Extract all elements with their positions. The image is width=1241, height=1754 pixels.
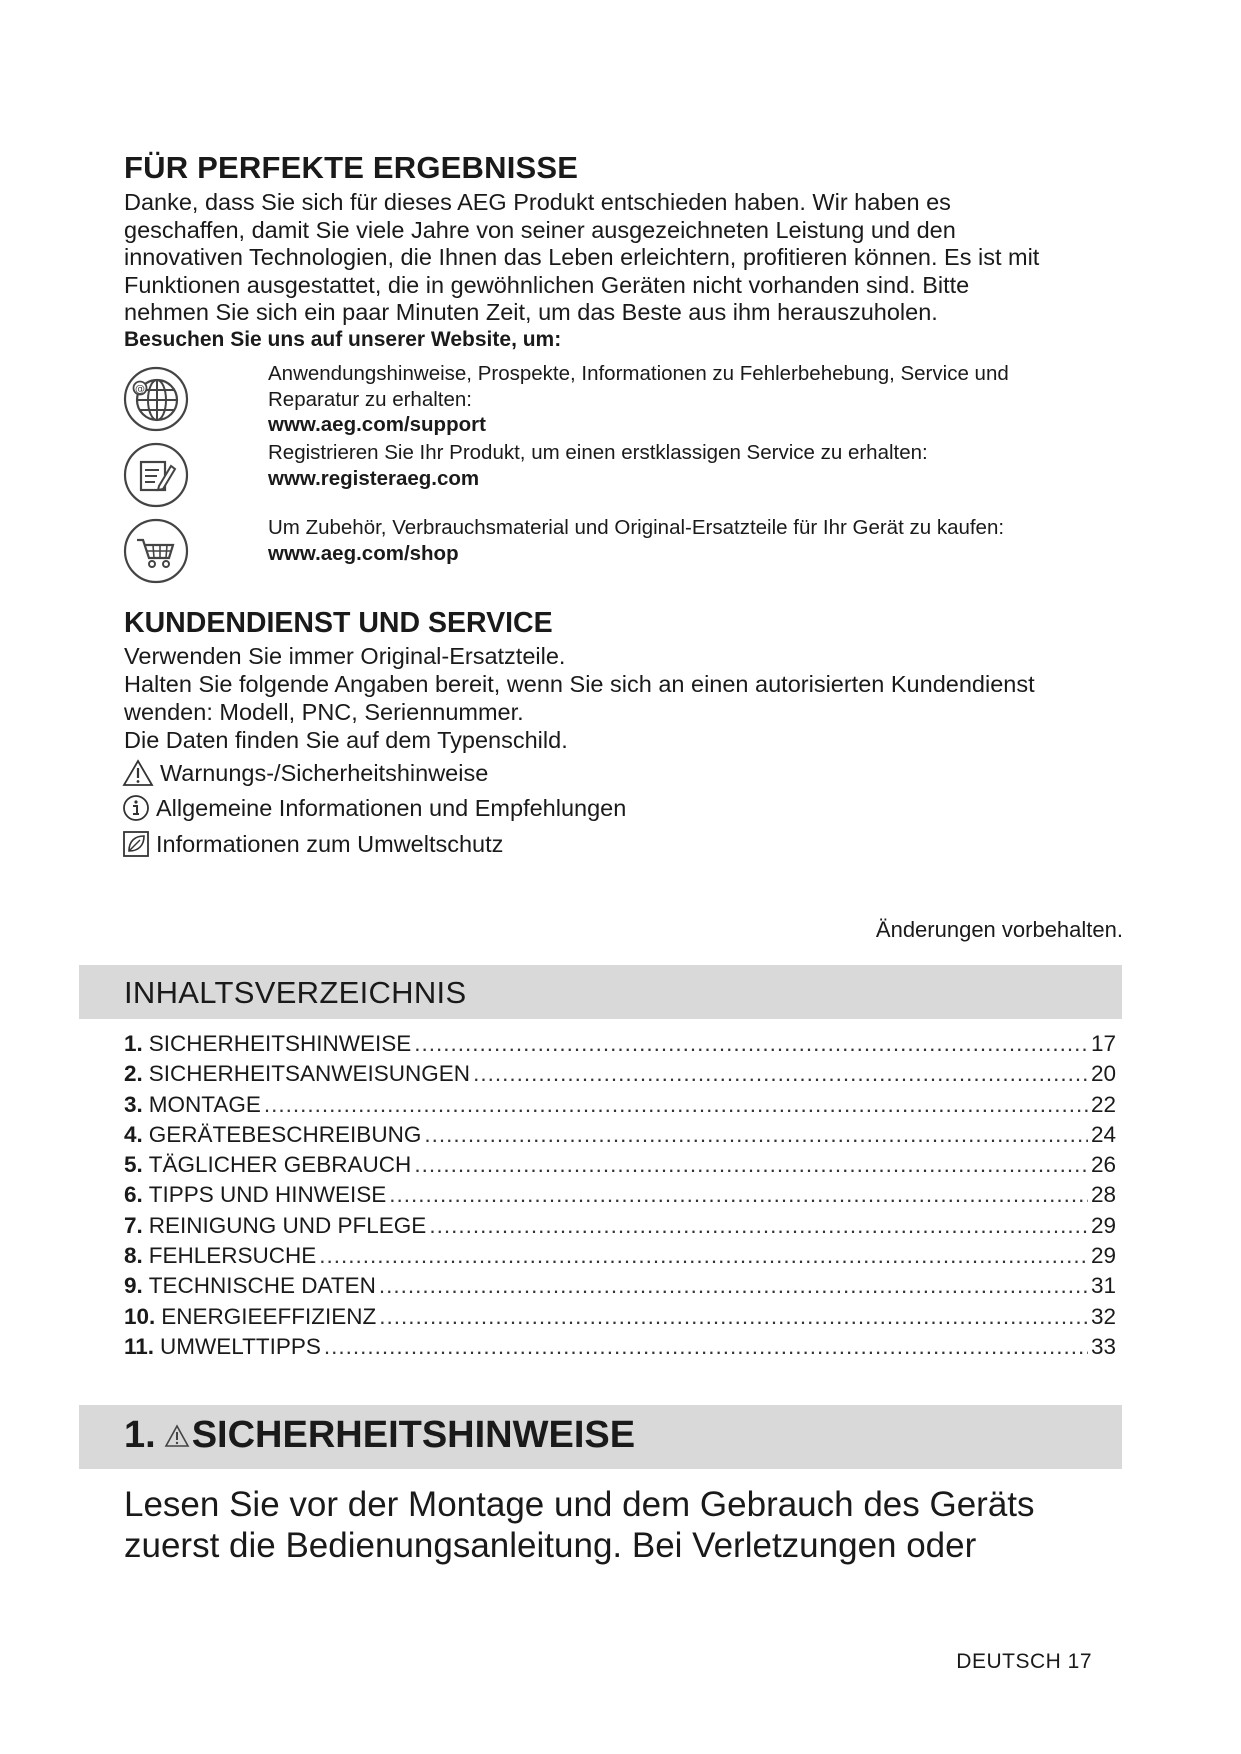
toc-entry[interactable] (124, 1122, 1116, 1152)
toc-entry[interactable] (124, 1182, 1116, 1212)
toc-number: 5. (124, 1152, 143, 1178)
table-of-contents (124, 1031, 1116, 1364)
changes-note: Änderungen vorbehalten. (875, 917, 1123, 942)
service-text: Um Zubehör, Verbrauchsmaterial und Original-Ersatzteile für Ihr Gerät zu kaufen: (268, 516, 1005, 539)
toc-page: 32 (1090, 1303, 1116, 1329)
toc-number: 2. (124, 1061, 143, 1087)
warning-icon (122, 759, 154, 787)
toc-label: SICHERHEITSHINWEISE (148, 1031, 412, 1056)
customer-service-heading: KUNDENDIENST UND SERVICE (124, 607, 553, 639)
toc-entry[interactable] (124, 1152, 1116, 1182)
toc-label: GERÄTEBESCHREIBUNG (148, 1121, 422, 1147)
toc-entry[interactable] (124, 1213, 1116, 1243)
toc-label: SICHERHEITSANWEISUNGEN (148, 1061, 471, 1087)
lead-line: Lesen Sie vor der Montage und dem Gebrauch des Geräts (124, 1485, 1035, 1524)
intro-line: geschaffen, damit Sie viele Jahre von seiner ausgezeichneten Leistung und den (124, 216, 956, 243)
legend-warning (122, 757, 488, 789)
toc-page: 17 (1090, 1031, 1116, 1056)
toc-page: 29 (1090, 1243, 1116, 1269)
service-text: Registrieren Sie Ihr Produkt, um einen erstklassigen Service zu erhalten: (268, 441, 928, 464)
toc-title: INHALTSVERZEICHNIS (124, 975, 467, 1010)
page-title: FÜR PERFEKTE ERGEBNISSE (124, 150, 579, 185)
section-number: 1. (124, 1414, 156, 1456)
toc-number: 9. (124, 1273, 143, 1299)
customer-service-text (124, 642, 1124, 754)
toc-page: 22 (1090, 1091, 1116, 1117)
toc-label: ENERGIEEFFIZIENZ (161, 1303, 377, 1329)
register-icon (123, 442, 189, 508)
svg-text:@: @ (135, 384, 145, 395)
toc-entry[interactable] (124, 1273, 1116, 1303)
shopping-cart-icon (123, 518, 189, 584)
toc-page: 31 (1090, 1273, 1116, 1299)
toc-label: FEHLERSUCHE (148, 1243, 317, 1269)
toc-page: 26 (1090, 1152, 1116, 1178)
service-text: Anwendungshinweise, Prospekte, Informationen zu Fehlerbehebung, Service und (268, 362, 1009, 385)
toc-number: 11. (124, 1333, 155, 1359)
toc-entry[interactable] (124, 1031, 1116, 1061)
toc-number: 10. (124, 1303, 156, 1329)
intro-paragraph (124, 189, 1124, 327)
shop-link[interactable]: www.aeg.com/shop (268, 541, 459, 565)
toc-label: TÄGLICHER GEBRAUCH (148, 1152, 412, 1178)
legend-environment (122, 828, 503, 860)
intro-line: Funktionen ausgestattet, die in gewöhnlichen Geräten nicht vorhanden sind. Bitte (124, 271, 970, 298)
toc-label: TIPPS UND HINWEISE (148, 1182, 387, 1208)
visit-heading: Besuchen Sie uns auf unserer Website, um: (124, 328, 562, 351)
toc-label: TECHNISCHE DATEN (148, 1273, 376, 1299)
info-icon (122, 794, 150, 822)
environment-icon (122, 830, 150, 858)
toc-number: 6. (124, 1182, 143, 1208)
page-footer: DEUTSCH 17 (956, 1650, 1092, 1673)
toc-page: 24 (1090, 1121, 1116, 1147)
toc-label: UMWELTTIPPS (160, 1333, 321, 1359)
support-link[interactable]: www.aeg.com/support (268, 413, 486, 436)
toc-entry[interactable] (124, 1304, 1116, 1334)
toc-page: 33 (1090, 1333, 1116, 1359)
warning-icon (164, 1424, 190, 1448)
service-text: Reparatur zu erhalten: (268, 387, 472, 411)
section-lead-text (124, 1484, 1124, 1566)
toc-page: 29 (1090, 1212, 1116, 1238)
legend-label: Allgemeine Informationen und Empfehlungen (156, 794, 627, 821)
section-title-text: SICHERHEITSHINWEISE (191, 1414, 636, 1456)
toc-entry[interactable] (124, 1334, 1116, 1364)
toc-label: REINIGUNG UND PFLEGE (148, 1212, 427, 1238)
toc-number: 8. (124, 1243, 143, 1269)
cs-line: wenden: Modell, PNC, Seriennummer. (124, 699, 524, 725)
toc-number: 4. (124, 1121, 143, 1147)
service-support (268, 361, 1108, 438)
cs-line: Verwenden Sie immer Original-Ersatzteile. (124, 643, 566, 669)
cs-line: Die Daten finden Sie auf dem Typenschild. (124, 727, 568, 753)
globe-icon (123, 366, 189, 432)
lead-line: zuerst die Bedienungsanleitung. Bei Verletzungen oder (124, 1526, 977, 1565)
toc-number: 3. (124, 1091, 143, 1117)
toc-number: 1. (124, 1031, 143, 1056)
toc-label: MONTAGE (148, 1091, 261, 1117)
cs-line: Halten Sie folgende Angaben bereit, wenn Sie sich an einen autorisierten Kundendienst (124, 671, 1035, 697)
service-register (268, 440, 1108, 491)
toc-entry[interactable] (124, 1243, 1116, 1273)
legend-label: Warnungs-/Sicherheitshinweise (160, 759, 489, 786)
intro-line: Danke, dass Sie sich für dieses AEG Produkt entschieden haben. Wir haben es (124, 189, 951, 215)
service-shop (268, 515, 1108, 566)
toc-page: 28 (1090, 1182, 1116, 1208)
toc-entry[interactable] (124, 1061, 1116, 1091)
toc-number: 7. (124, 1212, 143, 1238)
toc-entry[interactable] (124, 1092, 1116, 1122)
legend-label: Informationen zum Umweltschutz (156, 830, 504, 857)
intro-line: nehmen Sie sich ein paar Minuten Zeit, um das Beste aus ihm herauszuholen. (124, 299, 938, 326)
register-link[interactable]: www.registeraeg.com (268, 466, 480, 490)
legend-info (122, 792, 626, 824)
toc-page: 20 (1090, 1061, 1116, 1087)
intro-line: innovativen Technologien, die Ihnen das Leben erleichtern, profitieren können. Es ist mit (124, 244, 1040, 271)
section-title (124, 1414, 635, 1457)
